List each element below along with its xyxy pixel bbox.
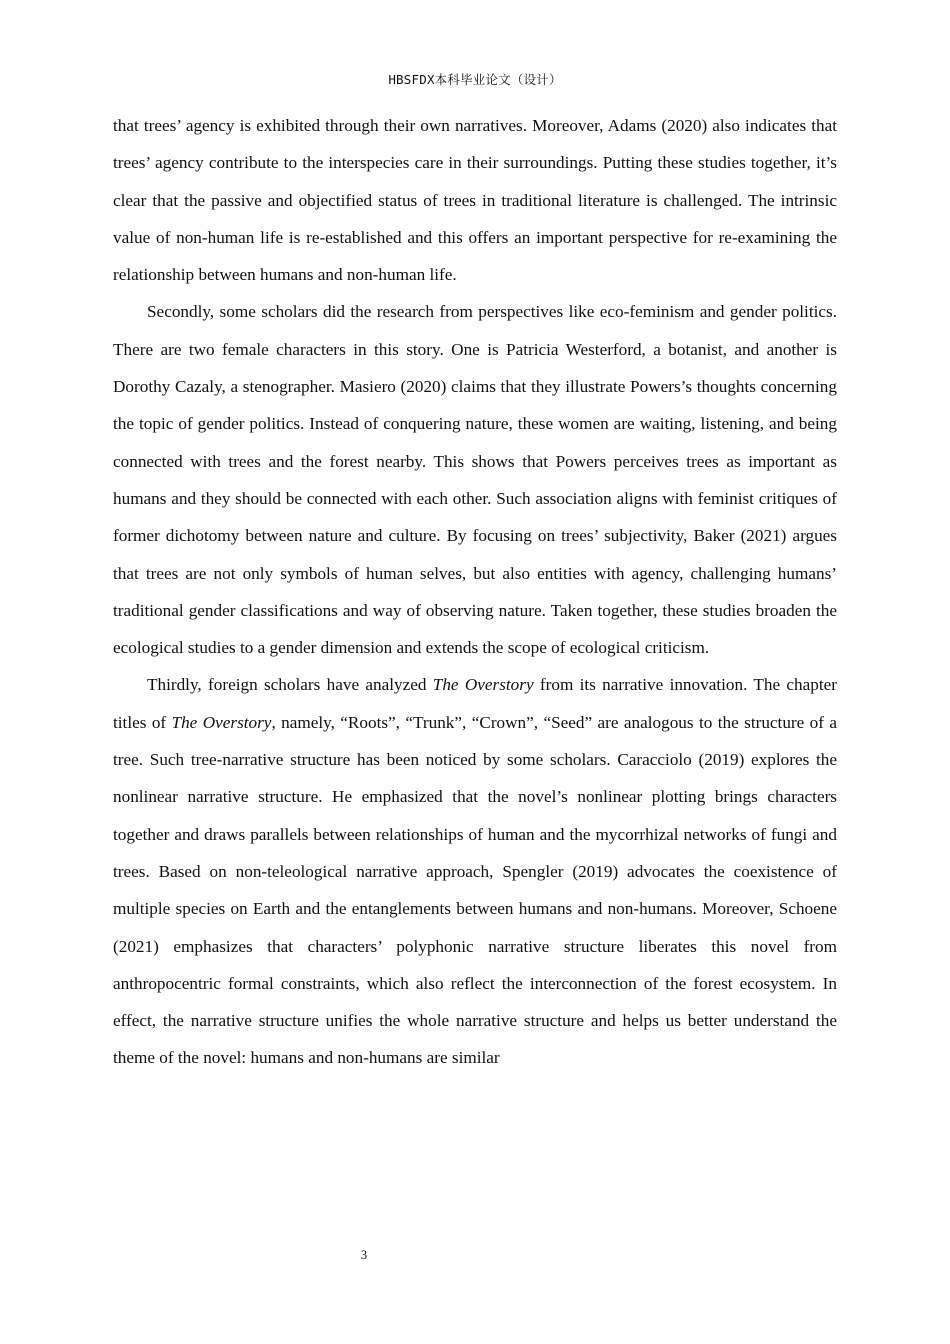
paragraph-3 — [113, 666, 837, 1076]
body-text — [113, 107, 837, 1077]
running-header: HBSFDX本科毕业论文（设计） — [388, 72, 562, 87]
paragraph-2: Secondly, some scholars did the research from perspectives like eco-feminism and gender politics. There are two female characters in this story. One is Patricia Westerford, a botanist, and another is Dorothy Cazaly, a stenographer. Masiero (2020) claims that they illustrate Powers’s thoughts concerning the topic of gender politics. Instead of conquering nature, these women are waiting, listening, and being connected with trees and the forest nearby. This shows that Powers perceives trees as important as humans and they should be connected with each other. Such association aligns with feminist critiques of former dichotomy between nature and culture. By focusing on trees’ subjectivity, Baker (2021) argues that trees are not only symbols of human selves, but also entities with agency, challenging humans’ traditional gender classifications and way of observing nature. Taken together, these studies broaden the ecological studies to a gender dimension and extends the scope of ecological criticism. — [113, 302, 837, 658]
paragraph-3-segment: from its narrative innovation. The chapter titles of — [113, 675, 837, 732]
book-title-italic: The Overstory — [432, 675, 534, 695]
paragraph-3-segment: Thirdly, foreign scholars have analyzed — [147, 675, 433, 695]
paragraph-3-segment: , namely, “Roots”, “Trunk”, “Crown”, “Seed” are analogous to the structure of a tree. Such tree-narrative structure has been noticed by some scholars. Caracciolo (2019) explores the nonlinear narrative structure. He emphasized that the novel’s nonlinear plotting brings characters together and draws parallels between relationships of human and the mycorrhizal networks of fungi and trees. Based on non-teleological narrative approach, Spengler (2019) advocates the coexistence of multiple species on Earth and the entanglements between humans and non-humans. Moreover, Schoene (2021) emphasizes that characters’ polyphonic narrative structure liberates this novel from anthropocentric formal constraints, which also reflect the interconnection of the forest ecosystem. In effect, the narrative structure unifies the whole narrative structure and helps us better understand the theme of the novel: humans and non-humans are similar — [113, 712, 838, 1068]
page-number: 3 — [360, 1248, 368, 1262]
paragraph-1: that trees’ agency is exhibited through their own narratives. Moreover, Adams (2020) also indicates that trees’ agency contribute to the interspecies care in their surroundings. Putting these studies together, it’s clear that the passive and objectified status of trees in traditional literature is challenged. The intrinsic value of non-human life is re-established and this offers an important perspective for re-examining the relationship between humans and non-human life. — [113, 116, 837, 285]
book-title-italic: The Overstory — [171, 712, 272, 732]
